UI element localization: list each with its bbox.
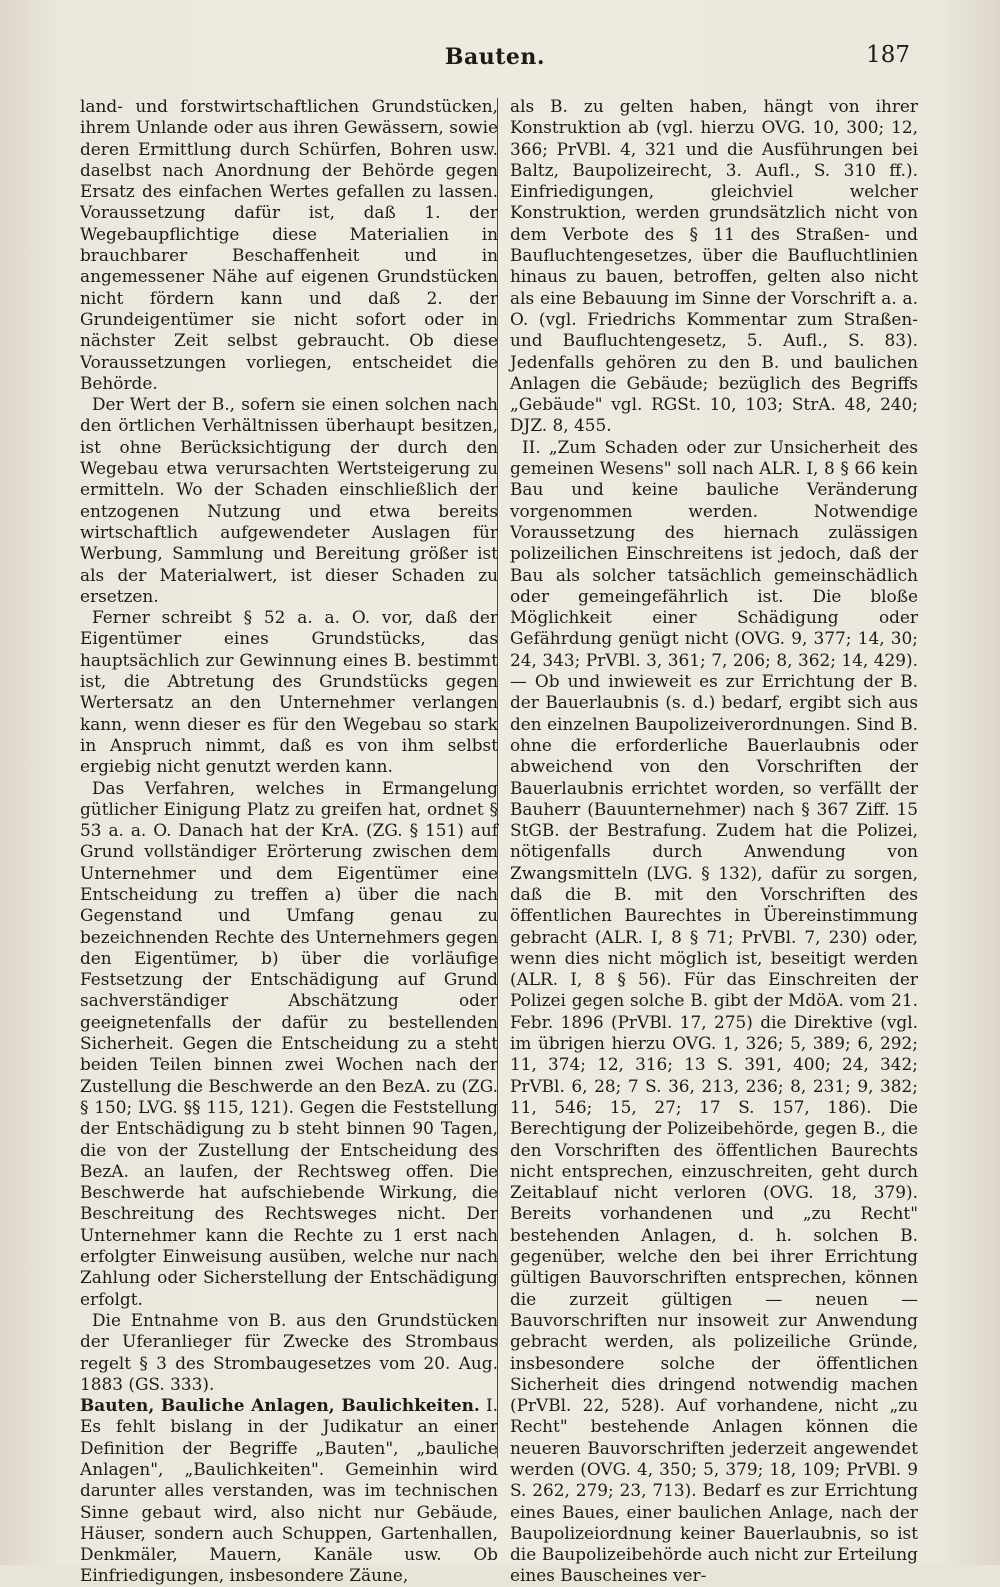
paragraph: als B. zu gelten haben, hängt von ihrer Konstruktion ab (vgl. hierzu OVG. 10, 300; 12, 366; PrVBl. 4, 321 und die Ausführungen bei Baltz, Baupolizeirecht, 3. Aufl., S. 310 ff.). Einfriedigungen, gleichviel welcher Konstruktion, werden grundsätzlich nicht von dem Verbote des § 11 des Straßen- und Baufluchtengesetzes, über die Baufluchtlinien hinaus zu bauen, betroffen, gelten also nicht als eine Bebauung im Sinne der Vorschrift a. a. O. (vgl. Friedrichs Kommentar zum Straßen- und Baufluchtengesetz, 5. Aufl., S. 83). Jedenfalls gehören zu den B. und baulichen Anlagen die Gebäude; bezüglich des Begriffs „Gebäude" vgl. RGSt. 10, 103; StrA. 48, 240; DJZ. 8, 455.: [510, 96, 918, 436]
paragraph: Der Wert der B., sofern sie einen solchen nach den örtlichen Verhältnissen überhaupt besitzen, ist ohne Berücksichtigung der durch den Wegebau etwa verursachten Wertsteigerung zu ermitteln. Wo der Schaden einschließlich der entzogenen Nutzung und etwa bereits wirtschaftlich aufgewendeter Auslagen für Werbung, Sammlung und Bereitung größer ist als der Materialwert, ist dieser Schaden zu ersetzen.: [80, 394, 498, 606]
page-header: [80, 40, 910, 74]
running-head: Bauten.: [444, 44, 546, 70]
paragraph: II. „Zum Schaden oder zur Unsicherheit des gemeinen Wesens" soll nach ALR. I, 8 § 66 kein Bau und keine bauliche Veränderung vorgenommen werden. Notwendige Voraussetzung des hiernach zulässigen polizeilichen Einschreitens ist jedoch, daß der Bau als solcher tatsächlich gemeinschädlich oder gemeingefährlich ist. Die bloße Möglichkeit einer Schädigung oder Gefährdung genügt nicht (OVG. 9, 377; 14, 30; 24, 343; PrVBl. 3, 361; 7, 206; 8, 362; 14, 429). — Ob und inwieweit es zur Errichtung der B. der Bauerlaubnis (s. d.) bedarf, ergibt sich aus den einzelnen Baupolizeiverordnungen. Sind B. ohne die erforderliche Bauerlaubnis oder abweichend von den Vorschriften der Bauerlaubnis errichtet worden, so verfällt der Bauherr (Bauunternehmer) nach § 367 Ziff. 15 StGB. der Bestrafung. Zudem hat die Polizei, nötigenfalls durch Anwendung von Zwangsmitteln (LVG. § 132), dafür zu sorgen, daß die B. mit den Vorschriften des öffentlichen Baurechtes in Übereinstimmung gebracht (ALR. I, 8 § 71; PrVBl. 7, 230) oder, wenn dies nicht möglich ist, beseitigt werden (ALR. I, 8 § 56). Für das Einschreiten der Polizei gegen solche B. gibt der MdöA. vom 21. Febr. 1896 (PrVBl. 17, 275) die Direktive (vgl. im übrigen hierzu OVG. 1, 326; 5, 389; 6, 292; 11, 374; 12, 316; 13 S. 391, 400; 24, 342; PrVBl. 6, 28; 7 S. 36, 213, 236; 8, 231; 9, 382; 11, 546; 15, 27; 17 S. 157, 186). Die Berechtigung der Polizeibehörde, gegen B., die den Vorschriften des öffentlichen Baurechts nicht entsprechen, einzuschreiten, geht durch Zeitablauf nicht verloren (OVG. 18, 379). Bereits vorhandenen und „zu Recht" bestehenden Anlagen, d. h. solchen B. gegenüber, welche den bei ihrer Errichtung gültigen Bauvorschriften entsprechen, können die zurzeit gültigen — neuen — Bauvorschriften nur insoweit zur Anwendung gebracht werden, als polizeiliche Gründe, insbesondere solche der öffentlichen Sicherheit dies dringend notwendig machen (PrVBl. 22, 528). Auf vorhandene, nicht „zu Recht" bestehende Anlagen können die neueren Bauvorschriften jederzeit angewendet werden (OVG. 4, 350; 5, 379; 18, 109; PrVBl. 9 S. 262, 279; 23, 713). Bedarf es zur Errichtung eines Baues, einer baulichen Anlage, nach der Baupolizeiordnung keiner Bauerlaubnis, so ist die Baupolizeibehörde auch nicht zur Erteilung eines Bauscheines ver-: [510, 436, 918, 1586]
entry-body: I. Es fehlt bislang in der Judikatur an einer Definition der Begriffe „Bauten", „bauliche Anlagen", „Baulichkeiten". Gemeinhin wird darunter alles verstanden, was im technischen Sinne gebaut wird, also nicht nur Gebäude, Häuser, sondern auch Schuppen, Gartenhallen, Denkmäler, Mauern, Kanäle usw. Ob Einfriedigungen, insbesondere Zäune,: [80, 1395, 498, 1586]
entry-paragraph: [80, 1395, 498, 1587]
left-column: [80, 96, 498, 1587]
paragraph: Das Verfahren, welches in Ermangelung gütlicher Einigung Platz zu greifen hat, ordnet § 53 a. a. O. Danach hat der KrA. (ZG. § 151) auf Grund vollständiger Erörterung zwischen dem Unternehmer und dem Eigentümer eine Entscheidung zu treffen a) über die nach Gegenstand und Umfang genau zu bezeichnenden Rechte des Unternehmers gegen den Eigentümer, b) über die vorläufige Festsetzung der Entschädigung auf Grund sachverständiger Abschätzung oder geeignetenfalls der dafür zu bestellenden Sicherheit. Gegen die Entscheidung zu a steht beiden Teilen binnen zwei Wochen nach der Zustellung die Beschwerde an den BezA. zu (ZG. § 150; LVG. §§ 115, 121). Gegen die Feststellung der Entschädigung zu b steht binnen 90 Tagen, die von der Zustellung der Entscheidung des BezA. an laufen, der Rechtsweg offen. Die Beschwerde hat aufschiebende Wirkung, die Beschreitung des Rechtsweges nicht. Der Unternehmer kann die Rechte zu 1 erst nach erfolgter Einweisung ausüben, welche nur nach Zahlung oder Sicherstellung der Entschädigung erfolgt.: [80, 777, 498, 1309]
paragraph: Die Entnahme von B. aus den Grundstücken der Uferanlieger für Zwecke des Strombaus regelt § 3 des Strombaugesetzes vom 20. Aug. 1883 (GS. 333).: [80, 1309, 498, 1394]
right-column: [510, 96, 918, 1587]
paragraph: Ferner schreibt § 52 a. a. O. vor, daß der Eigentümer eines Grundstücks, das hauptsächlich zur Gewinnung eines B. bestimmt ist, die Abtretung des Grundstücks gegen Wertersatz an den Unternehmer verlangen kann, wenn dieser es für den Wegebau so stark in Anspruch nimmt, daß es von ihm selbst ergiebig nicht genutzt werden kann.: [80, 607, 498, 777]
page-number: 187: [866, 42, 910, 68]
paragraph: land- und forstwirtschaftlichen Grundstücken, ihrem Unlande oder aus ihren Gewässern, sowie deren Ermittlung durch Schürfen, Bohren usw. daselbst nach Anordnung der Behörde gegen Ersatz des einfachen Wertes gefallen zu lassen. Voraussetzung dafür ist, daß 1. der Wegebaupflichtige diese Materialien in brauchbarer Beschaffenheit und in angemessener Nähe auf eigenen Grundstücken nicht fördern kann und daß 2. der Grundeigentümer sie nicht sofort oder in nächster Zeit selbst gebraucht. Ob diese Voraussetzungen vorliegen, entscheidet die Behörde.: [80, 96, 498, 393]
entry-heading: Bauten, Bauliche Anlagen, Baulichkeiten.: [80, 1395, 480, 1416]
